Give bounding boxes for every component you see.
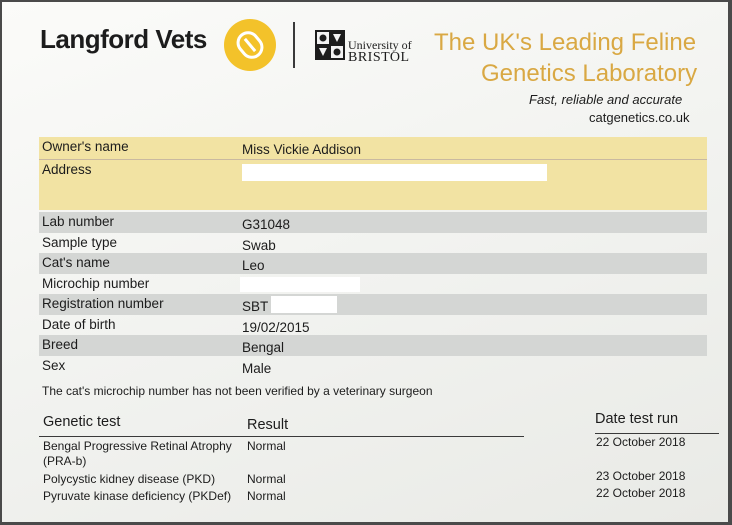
document-page	[2, 2, 728, 522]
details-row-sex	[39, 356, 707, 377]
lab-number-value: G31048	[242, 217, 291, 232]
breed-label: Breed	[42, 337, 79, 352]
cat-name-value: Leo	[242, 258, 265, 273]
registration-value: SBT	[242, 299, 269, 314]
owner-value: Miss Vickie Addison	[242, 142, 362, 157]
university-name-line1: University of	[348, 38, 412, 52]
breed-value: Bengal	[242, 340, 285, 355]
test-name: Pyruvate kinase deficiency (PKDef)	[43, 489, 232, 503]
header-rule	[39, 436, 524, 437]
university-name-line2: BRISTOL	[348, 50, 410, 65]
test-name: Polycystic kidney disease (PKD)	[43, 472, 216, 486]
test-result: Normal	[247, 489, 286, 503]
address-label: Address	[42, 162, 92, 177]
website-text: catgenetics.co.uk	[589, 110, 690, 125]
microchip-label: Microchip number	[42, 275, 150, 291]
details-row-lab-number	[39, 212, 707, 233]
details-row-breed	[39, 335, 707, 356]
redacted-address	[242, 164, 547, 181]
dob-label: Date of birth	[42, 316, 116, 332]
header-genetic-test: Genetic test	[43, 414, 121, 430]
microchip-note: The cat's microchip number has not been verified by a veterinary surgeon	[42, 384, 433, 398]
dob-value: 19/02/2015	[242, 319, 310, 335]
sex-value: Male	[242, 360, 272, 376]
test-result: Normal	[247, 472, 286, 486]
header-divider	[293, 22, 295, 68]
brand-name: Langford Vets	[40, 24, 207, 54]
details-row-microchip	[39, 274, 707, 295]
registration-label: Registration number	[42, 296, 164, 311]
test-result: Normal	[247, 439, 286, 453]
tagline: Fast, reliable and accurate	[529, 92, 683, 107]
cat-details-table	[39, 137, 707, 376]
lab-number-label: Lab number	[42, 214, 115, 229]
test-date: 22 October 2018	[596, 435, 686, 449]
university-crest-icon	[315, 30, 345, 60]
headline-line2: Genetics Laboratory	[481, 60, 698, 87]
sample-type-label: Sample type	[42, 234, 118, 250]
sample-type-value: Swab	[242, 237, 276, 253]
header-date-test-run: Date test run	[595, 411, 679, 427]
details-row-dob	[39, 315, 707, 336]
sex-label: Sex	[42, 357, 66, 373]
date-header-rule	[595, 433, 719, 434]
redacted-microchip	[240, 277, 360, 292]
test-date: 22 October 2018	[596, 486, 686, 500]
details-row-sample-type	[39, 233, 707, 254]
headline-line1: The UK's Leading Feline	[434, 29, 697, 56]
langford-logo-icon	[224, 19, 276, 71]
header-result: Result	[247, 417, 289, 433]
test-name: Bengal Progressive Retinal Atrophy (PRA-b)	[43, 439, 232, 468]
redacted-registration	[271, 296, 337, 313]
owner-label: Owner's name	[42, 139, 129, 154]
details-row-owner	[39, 137, 707, 160]
details-row-cat-name	[39, 253, 707, 274]
details-row-registration	[39, 294, 707, 315]
test-date: 23 October 2018	[596, 469, 686, 483]
details-row-address	[39, 160, 707, 210]
cat-name-label: Cat's name	[42, 255, 110, 270]
